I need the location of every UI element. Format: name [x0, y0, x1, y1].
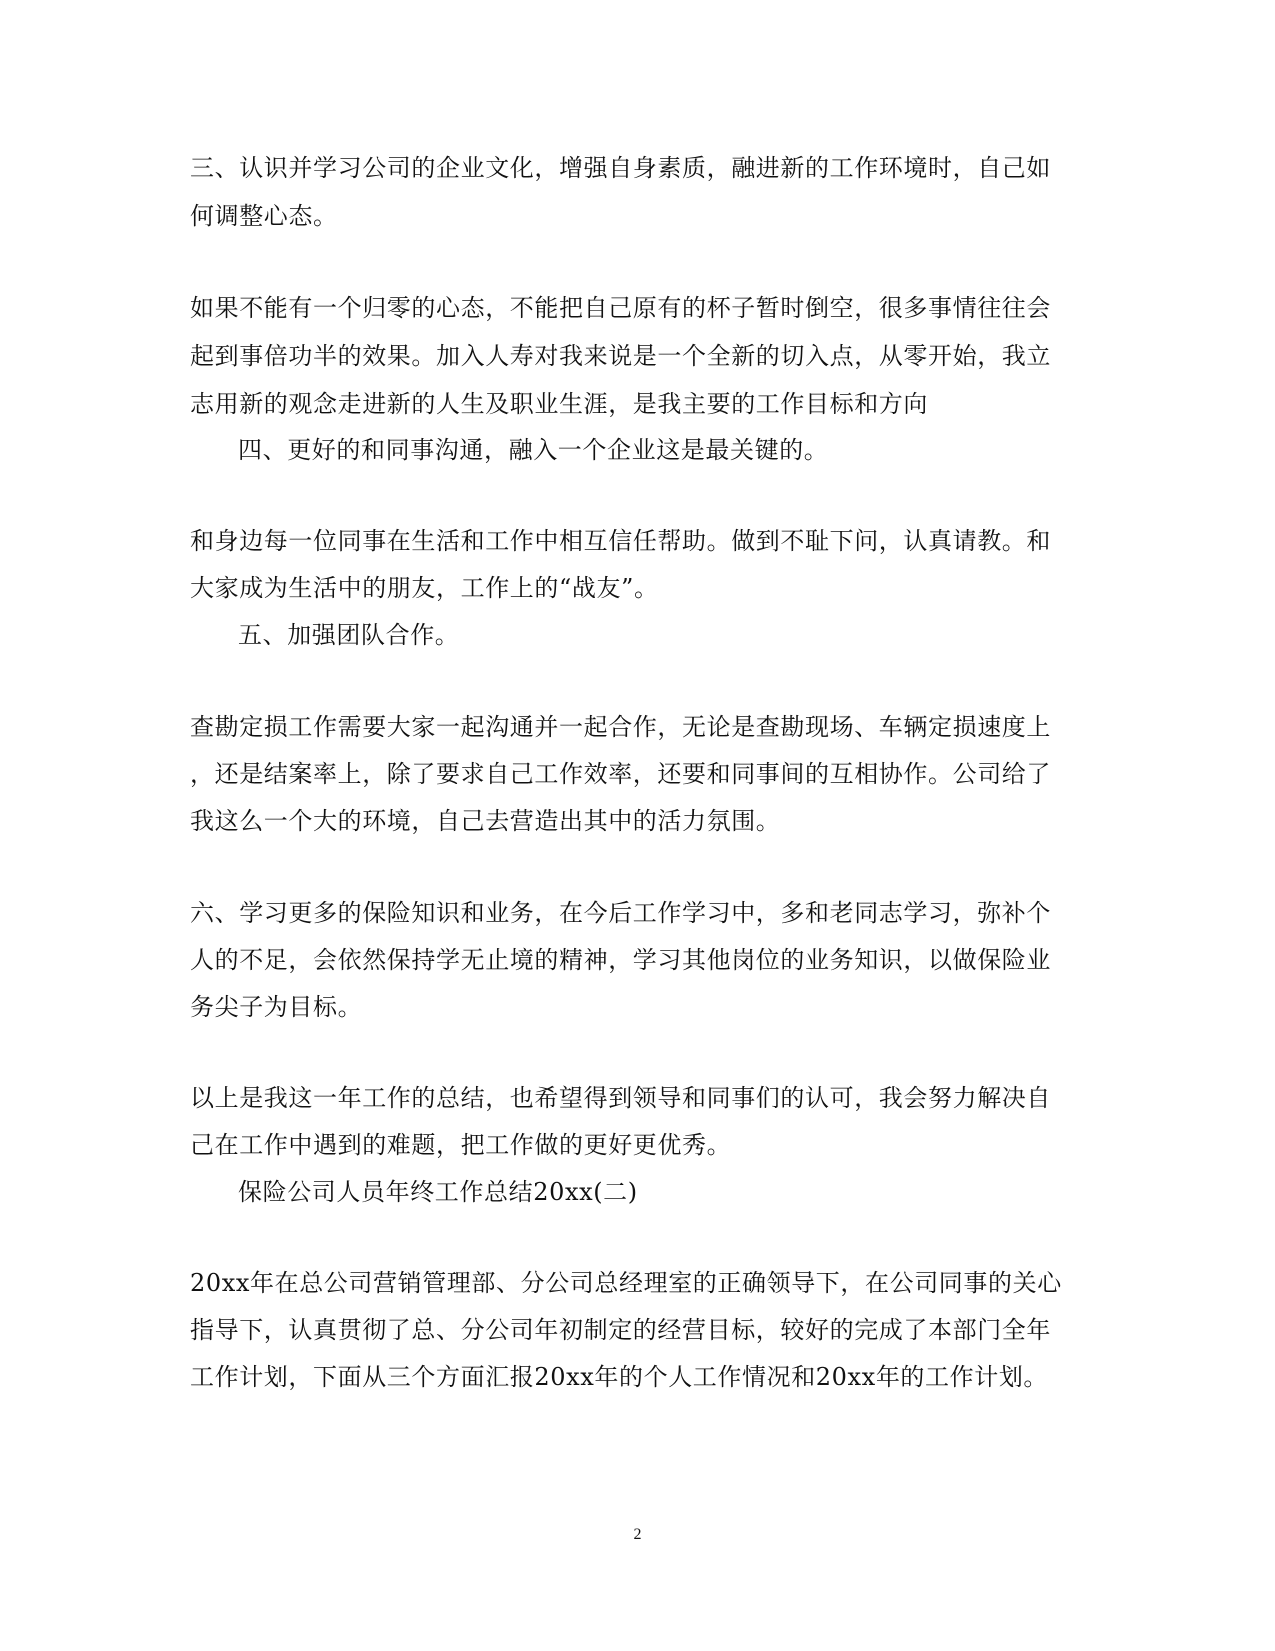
paragraph-line: 三、认识并学习公司的企业文化，增强自身素质，融进新的工作环境时，自己如: [190, 154, 1051, 182]
paragraph-line: 何调整心态。: [190, 202, 338, 230]
paragraph-line: 如果不能有一个归零的心态，不能把自己原有的杯子暂时倒空，很多事情往往会: [190, 294, 1051, 322]
section-heading: 保险公司人员年终工作总结20xx(二): [238, 1178, 638, 1206]
paragraph-line: 己在工作中遇到的难题，把工作做的更好更优秀。: [190, 1131, 732, 1159]
paragraph-line: 20xx年在总公司营销管理部、分公司总经理室的正确领导下，在公司同事的关心: [190, 1269, 1062, 1297]
paragraph-line: 工作计划，下面从三个方面汇报20xx年的个人工作情况和20xx年的工作计划。: [190, 1363, 1049, 1391]
paragraph-line: ，还是结案率上，除了要求自己工作效率，还要和同事间的互相协作。公司给了: [190, 760, 1051, 788]
paragraph-line: 我这么一个大的环境，自己去营造出其中的活力氛围。: [190, 807, 781, 835]
page-number: 2: [633, 1526, 642, 1543]
paragraph-line: 和身边每一位同事在生活和工作中相互信任帮助。做到不耻下问，认真请教。和: [190, 527, 1051, 555]
paragraph-line: 起到事倍功半的效果。加入人寿对我来说是一个全新的切入点，从零开始，我立: [190, 342, 1051, 370]
paragraph-line: 六、学习更多的保险知识和业务，在今后工作学习中，多和老同志学习，弥补个: [190, 899, 1051, 927]
paragraph-line: 志用新的观念走进新的人生及职业生涯，是我主要的工作目标和方向: [190, 390, 928, 418]
paragraph-line: 大家成为生活中的朋友，工作上的“战友”。: [190, 574, 659, 602]
paragraph-line: 查勘定损工作需要大家一起沟通并一起合作，无论是查勘现场、车辆定损速度上: [190, 713, 1051, 741]
paragraph-line: 务尖子为目标。: [190, 993, 363, 1021]
paragraph-line: 指导下，认真贯彻了总、分公司年初制定的经营目标，较好的完成了本部门全年: [190, 1316, 1051, 1344]
section-heading: 四、更好的和同事沟通，融入一个企业这是最关键的。: [238, 436, 829, 464]
paragraph-line: 人的不足，会依然保持学无止境的精神，学习其他岗位的业务知识，以做保险业: [190, 946, 1051, 974]
paragraph-line: 以上是我这一年工作的总结，也希望得到领导和同事们的认可，我会努力解决自: [190, 1084, 1051, 1112]
section-heading: 五、加强团队合作。: [238, 621, 460, 649]
